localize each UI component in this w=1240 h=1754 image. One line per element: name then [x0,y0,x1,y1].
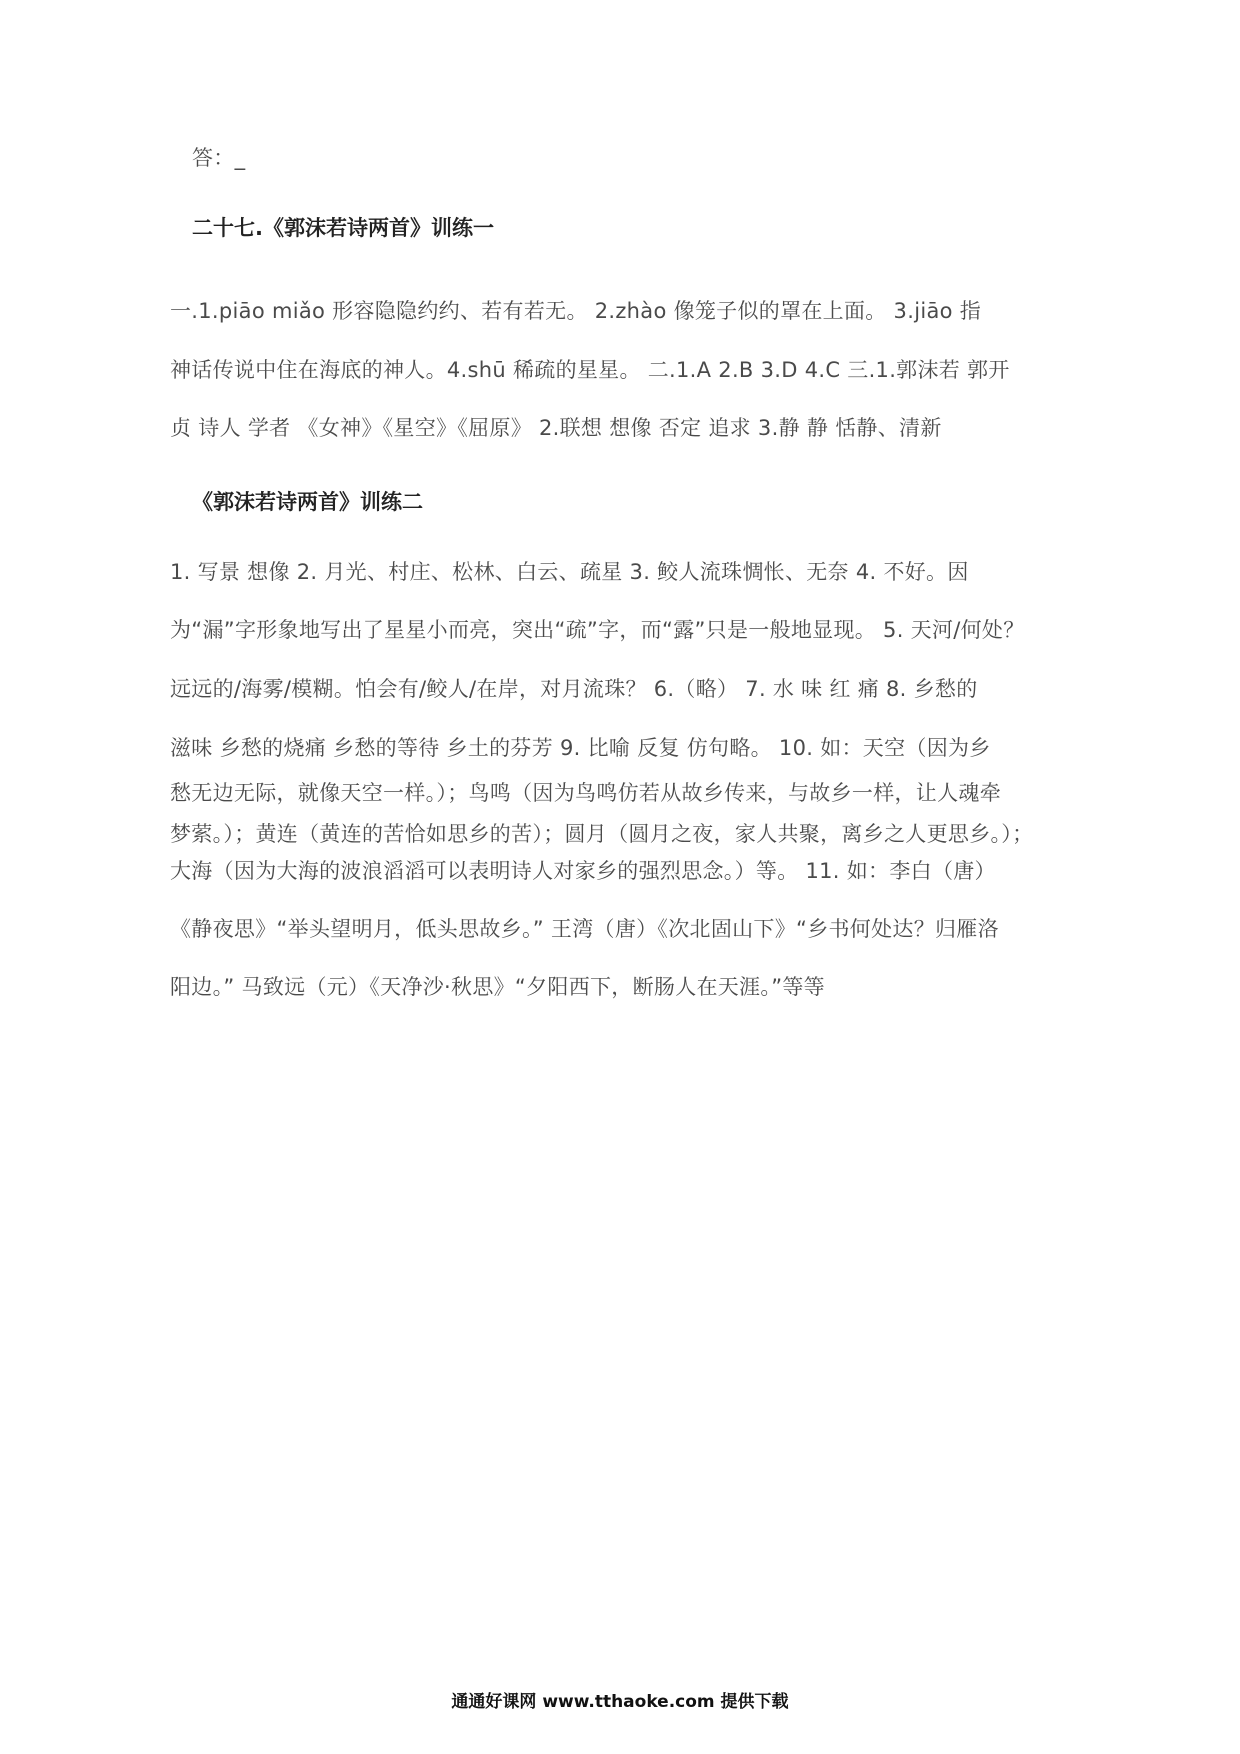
section2-title: 《郭沫若诗两首》训练二 [192,490,423,514]
section2-line-1: 1. 写景 想像 2. 月光、村庄、松林、白云、疏星 3. 鲛人流珠惆怅、无奈 4. 不好。因 [170,560,969,584]
footer-text: 通通好课网 www.tthaoke.com 提供下载 [451,1692,789,1712]
section1-title: 二十七.《郭沫若诗两首》训练一 [192,216,494,240]
section2-line-6: 梦萦。）；黄连（黄连的苦恰如思乡的苦）；圆月（圆月之夜，家人共聚，离乡之人更思乡。）； [170,822,1034,846]
section2-line-5: 愁无边无际，就像天空一样。）；鸟鸣（因为鸟鸣仿若从故乡传来，与故乡一样，让人魂牵 [170,781,1001,805]
section2-line-9: 阳边。” 马致远（元）《天净沙·秋思》“夕阳西下，断肠人在天涯。”等等 [170,975,825,999]
section1-line-1: 一.1.piāo miǎo 形容隐隐约约、若有若无。 2.zhào 像笼子似的罩在上面。 3.jiāo 指 [170,299,982,323]
section2-line-4: 滋味 乡愁的烧痛 乡愁的等待 乡土的芬芳 9. 比喻 反复 仿句略。 10. 如：天空（因为乡 [170,736,991,760]
section2-line-7: 大海（因为大海的波浪滔滔可以表明诗人对家乡的强烈思念。）等。 11. 如：李白（唐） [170,859,996,883]
section2-line-2: 为“漏”字形象地写出了星星小而亮，突出“疏”字，而“露”只是一般地显现。 5. 天河/何处？ [170,618,1025,642]
answer-prompt: 答：_ [192,146,246,170]
section1-line-3: 贞 诗人 学者 《女神》《星空》《屈原》 2.联想 想像 否定 追求 3.静 静 恬静、清新 [170,416,942,440]
section1-line-2: 神话传说中住在海底的神人。4.shū 稀疏的星星。 二.1.A 2.B 3.D 4.C 三.1.郭沫若 郭开 [170,358,1010,382]
section2-line-3: 远远的/海雾/模糊。怕会有/鲛人/在岸，对月流珠？ 6.（略） 7. 水 味 红 痛 8. 乡愁的 [170,677,978,701]
section2-line-8: 《静夜思》“举头望明月，低头思故乡。” 王湾（唐）《次北固山下》“乡书何处达？归雁洛 [170,917,999,941]
